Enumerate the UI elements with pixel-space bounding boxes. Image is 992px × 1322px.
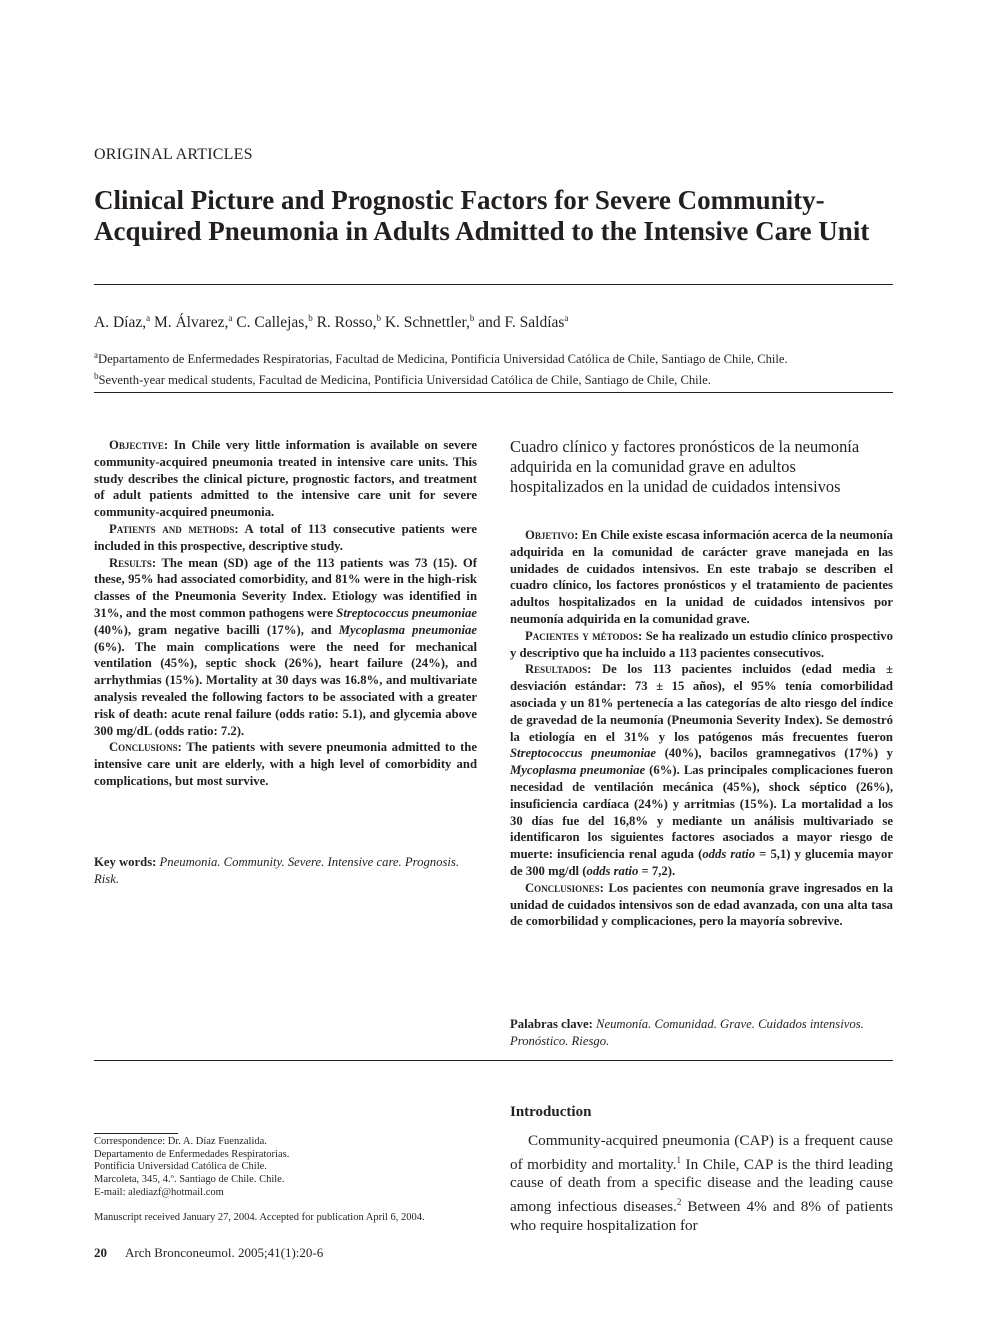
author-affiliation-mark: a xyxy=(228,313,233,323)
author-affiliation-mark: b xyxy=(376,313,381,323)
author-name: R. Rosso, xyxy=(312,314,377,332)
affiliation-mark: b xyxy=(94,370,99,381)
affiliation-text: Seventh-year medical students, Facultad de Medicina, Pontificia Universidad Católica de Chile, Santiago de Chile, Chile. xyxy=(98,372,711,387)
correspondence-line: Marcoleta, 345, 4.º. Santiago de Chile. Chile. xyxy=(94,1174,285,1186)
keywords-label: Palabras clave: xyxy=(510,1017,593,1031)
affiliation xyxy=(94,368,894,389)
page-footer xyxy=(94,1245,323,1261)
objective-label: Objective: xyxy=(109,438,169,452)
results-text: (6%). Las principales complicaciones fueron necesidad de ventilación mecánica (45%), shock séptico (26%), insuficiencia cardíaca (24%) y arritmias (15%). La mortalidad a los 30 días fue del 16,8% y mediante un análisis multivariado se identificaron los siguientes factores asociados a mayor riesgo de muerte: insuficiencia renal aguda ( xyxy=(510,763,893,862)
manuscript-dates: Manuscript received January 27, 2004. Accepted for publication April 6, 2004. xyxy=(94,1212,425,1223)
objective-text: En Chile existe escasa información acerca de la neumonía adquirida en la comunidad de carácter grave manejada en las unidades de cuidados intensivos. En este trabajo se describen el cuadro clínico, los factores pronósticos y el tratamiento de pacientes adultos hospitalizados en la unidad de cuidados intensivos por neumonía adquirida en la comunidad grave. xyxy=(510,528,893,626)
author-affiliation-mark: b xyxy=(308,313,313,323)
abstract-conclusions xyxy=(510,880,893,930)
abstract-methods xyxy=(510,628,893,662)
affiliation-text: Departamento de Enfermedades Respiratorias, Facultad de Medicina, Pontificia Universidad Católica de Chile, Santiago de Chile, Chile. xyxy=(98,352,788,367)
affiliation xyxy=(94,347,894,368)
results-text: De los 113 pacientes incluidos (edad media ± desviación estándar: 73 ± 15 años), el 95% tenía comorbilidad asociada y un 81% pertenecía a las categorías de alto riesgo del índice de gravedad de la neumonía (Pneumonia Severity Index). Se demostró la etiología en el 31% y los patógenos más frecuentes fueron xyxy=(510,662,893,744)
abstract-objective xyxy=(94,437,477,521)
conclusions-text: The patients with severe pneumonia admitted to the intensive care unit are elderly, with a high level of comorbidity and complications, but most survive. xyxy=(94,740,477,788)
header-divider xyxy=(94,392,893,393)
abstract-methods xyxy=(94,521,477,555)
abstract-objective xyxy=(510,527,893,628)
spanish-title: Cuadro clínico y factores pronósticos de la neumonía adquirida en la comunidad grave en adultos hospitalizados en la unidad de cuidados intensivos xyxy=(510,437,860,496)
reference-mark: 1 xyxy=(676,1154,682,1165)
correspondence-divider xyxy=(94,1133,178,1134)
abstract-divider xyxy=(94,1060,893,1061)
title-divider xyxy=(94,284,893,285)
correspondence-line: Pontificia Universidad Católica de Chile. xyxy=(94,1161,267,1173)
methods-label: Pacientes y métodos: xyxy=(525,628,643,643)
reference-mark: 2 xyxy=(676,1196,682,1207)
abstract-results xyxy=(510,661,893,879)
author-affiliation-mark: a xyxy=(564,313,569,323)
correspondence-block xyxy=(94,1136,474,1200)
introduction-body xyxy=(510,1132,893,1235)
article-title: Clinical Picture and Prognostic Factors for Severe Community-Acquired Pneumonia in Adults Admitted to the Intensive Care Unit xyxy=(94,185,870,246)
correspondence-email: E-mail: alediazf@hotmail.com xyxy=(94,1186,224,1198)
conclusions-text: Los pacientes con neumonía grave ingresados en la unidad de cuidados intensivos son de edad avanzada, con una alta tasa de comorbilidad y complicaciones, pero la mayoría sobrevive. xyxy=(510,880,893,929)
pathogen-name: Mycoplasma pneumoniae xyxy=(510,763,646,778)
author-name: and F. Saldías xyxy=(474,314,565,332)
author-affiliation-mark: a xyxy=(146,313,151,323)
results-label: Results: xyxy=(109,555,157,570)
journal-citation: Arch Bronconeumol. 2005;41(1):20-6 xyxy=(125,1245,324,1260)
author-name: C. Callejas, xyxy=(232,314,309,332)
author-name: K. Schnettler, xyxy=(380,314,470,332)
body-text: In Chile, CAP is the third leading cause of death from a specific disease and the leading cause among infectious diseases. xyxy=(510,1155,893,1215)
conclusions-label: Conclusiones: xyxy=(525,880,604,895)
introduction-paragraph xyxy=(510,1132,893,1235)
introduction-heading: Introduction xyxy=(510,1104,592,1120)
keywords-values: Neumonía. Comunidad. Grave. Cuidados intensivos. Pronóstico. Riesgo. xyxy=(510,1017,864,1048)
keywords-values: Pneumonia. Community. Severe. Intensive care. Prognosis. Risk. xyxy=(94,855,460,886)
author-name: M. Álvarez, xyxy=(150,314,229,332)
affiliation-mark: a xyxy=(94,350,98,360)
pathogen-name: Mycoplasma pneumoniae xyxy=(338,622,477,637)
body-text: Between 4% and 8% of patients who require hospitalization for xyxy=(510,1197,893,1234)
page-number: 20 xyxy=(94,1245,107,1260)
abstract-conclusions xyxy=(94,739,477,789)
abstract-spanish xyxy=(510,527,893,930)
abstract-results xyxy=(94,555,477,740)
methods-label: Patients and methods: xyxy=(109,521,239,536)
correspondence-line: Correspondence: Dr. A. Díaz Fuenzalida. xyxy=(94,1136,267,1147)
abstract-english xyxy=(94,437,477,790)
author-affiliation-mark: b xyxy=(469,313,475,323)
author-name: A. Díaz, xyxy=(94,314,147,332)
results-text: (40%), gram negative bacilli (17%), and xyxy=(94,622,339,637)
body-text: Community-acquired pneumonia (CAP) is a frequent cause of morbidity and mortality. xyxy=(510,1132,893,1173)
affiliation-list xyxy=(94,347,894,388)
objective-text: In Chile very little information is available on severe community-acquired pneumonia treated in intensive care units. This study describes the clinical picture, prognostic factors, and treatment of adult patients admitted to the intensive care unit for severe community-acquired pneumonia. xyxy=(94,438,477,520)
section-label: ORIGINAL ARTICLES xyxy=(94,146,253,163)
results-text: The mean (SD) age of the 113 patients was 73 (15). Of these, 95% had associated comorbidity, and 81% were in the high-risk classes of the Pneumonia Severity Index. Etiology was identified in 31%, and the most common pathogens were xyxy=(94,555,477,620)
objective-label: Objetivo: xyxy=(525,528,579,542)
correspondence-line: Departamento de Enfermedades Respiratorias. xyxy=(94,1148,290,1160)
author-list xyxy=(94,313,568,332)
conclusions-label: Conclusions: xyxy=(109,740,182,755)
results-text: = 5,1) y glucemia mayor de 300 mg/dl ( xyxy=(510,847,893,878)
odds-ratio-term: odds ratio xyxy=(702,847,756,862)
results-text: = 7,2). xyxy=(638,863,676,878)
pathogen-name: Streptococcus pneumoniae xyxy=(336,605,477,620)
keywords-spanish xyxy=(510,1016,893,1050)
keywords-english xyxy=(94,854,477,888)
methods-text: A total of 113 consecutive patients were included in this prospective, descriptive study. xyxy=(94,521,478,553)
results-text: (6%). The main complications were the need for mechanical ventilation (45%), septic shock (26%), heart failure (24%), and arrhythmias (15%). Mortality at 30 days was 16.8%, and multivariate analysis revealed the following factors to be associated with a greater risk of death: acute renal failure (odds ratio: 5.1), and glycemia above 300 mg/dL (odds ratio: 7.2). xyxy=(94,639,477,738)
results-label: Resultados: xyxy=(525,662,592,677)
odds-ratio-term: odds ratio xyxy=(586,863,639,878)
methods-text: Se ha realizado un estudio clínico prospectivo y descriptivo que ha incluido a 113 pacientes consecutivos. xyxy=(510,628,893,660)
keywords-label: Key words: xyxy=(94,855,157,869)
pathogen-name: Streptococcus pneumoniae xyxy=(510,746,657,761)
results-text: (40%), bacilos gramnegativos (17%) y xyxy=(656,746,893,761)
